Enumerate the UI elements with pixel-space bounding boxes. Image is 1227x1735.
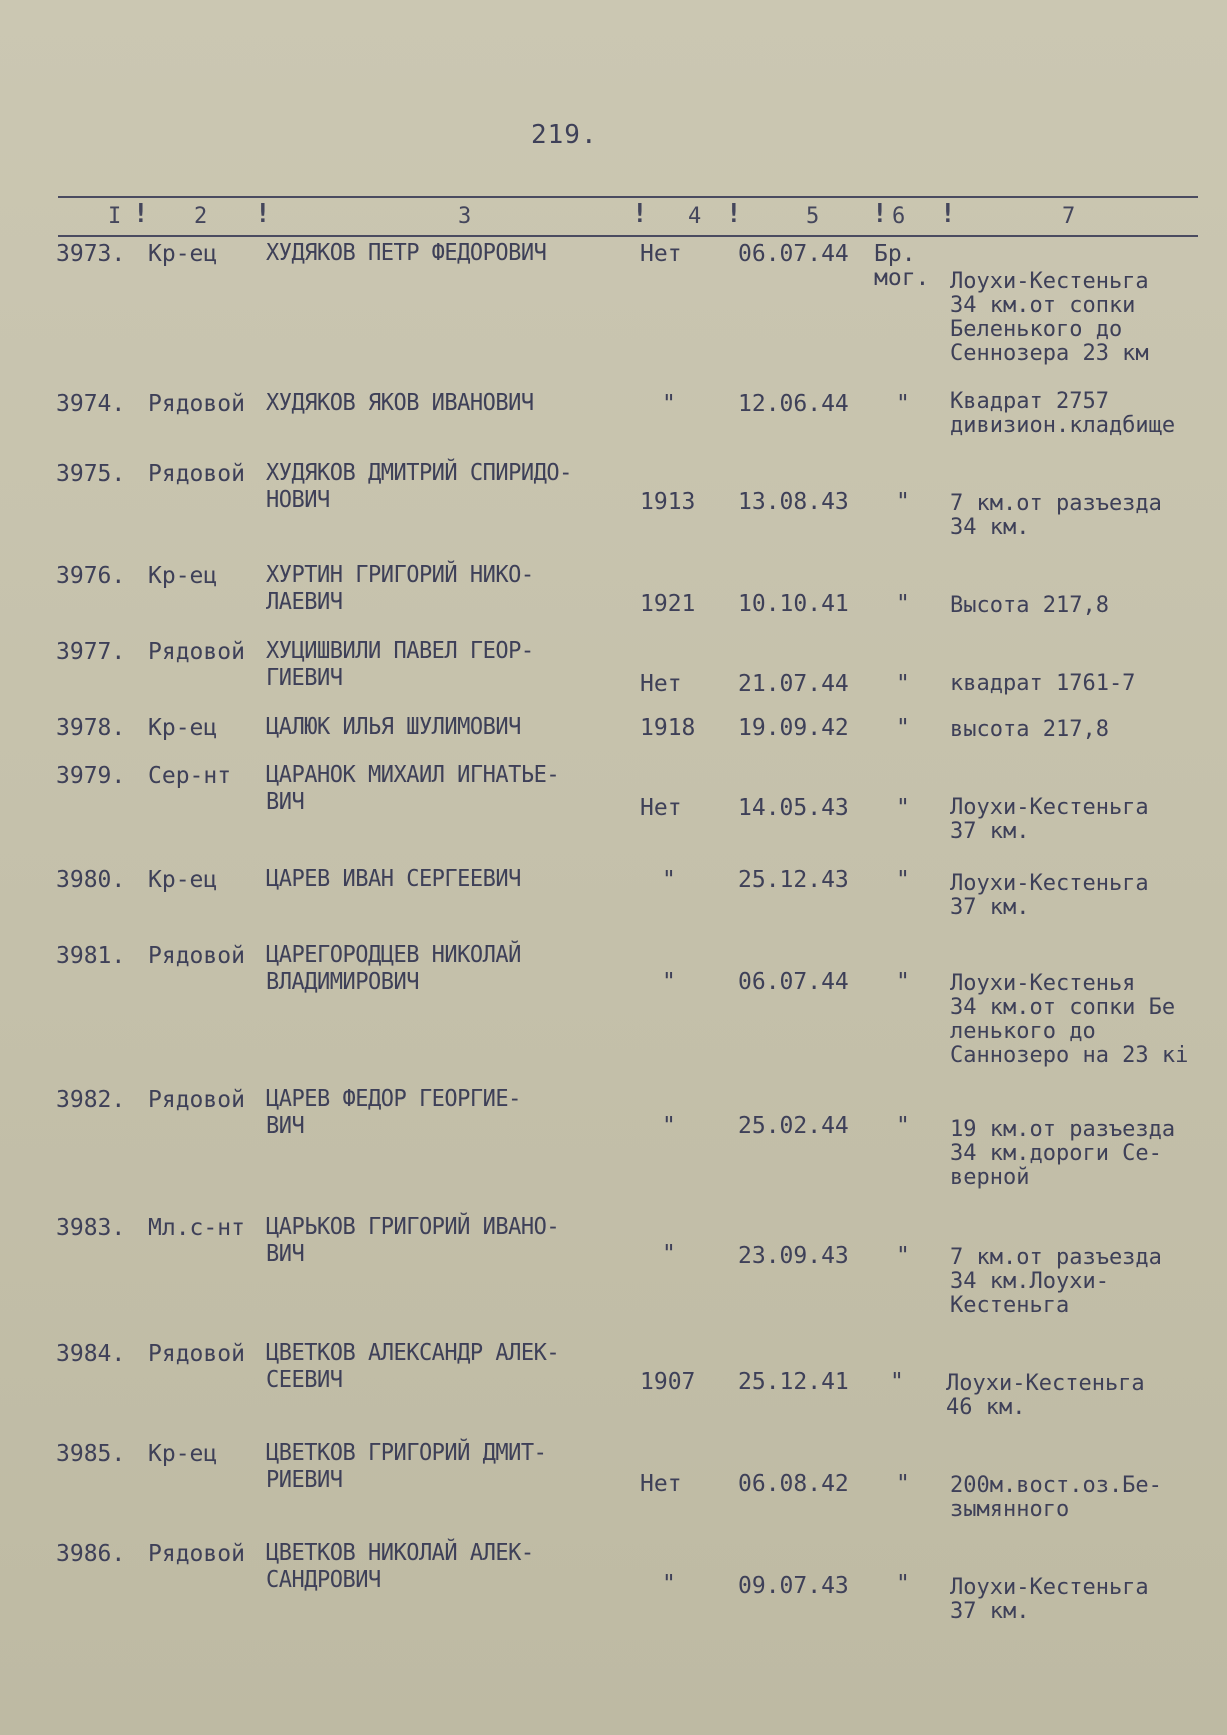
entry-birth-year: " bbox=[662, 1241, 676, 1267]
entry-number: 3980. bbox=[56, 867, 126, 893]
entry-burial-place: Высота 217,8 bbox=[950, 593, 1109, 618]
column-separator: ! bbox=[940, 199, 956, 229]
entry-burial-place: 19 км.от разъезда 34 км.дороги Се- верной bbox=[950, 1117, 1176, 1190]
entry-birth-year: " bbox=[662, 1571, 676, 1597]
entry-name: ХУРТИН ГРИГОРИЙ НИКО- ЛАЕВИЧ bbox=[266, 562, 534, 616]
entry-burial-type: " bbox=[896, 867, 910, 893]
column-header-3: 3 bbox=[458, 204, 472, 229]
column-separator: ! bbox=[726, 199, 742, 229]
entry-burial-place: Лоухи-Кестеньга 46 км. bbox=[946, 1371, 1145, 1420]
entry-number: 3978. bbox=[56, 715, 126, 741]
entry-burial-place: Лоухи-Кестеньга 37 км. bbox=[950, 795, 1149, 844]
entry-death-date: 06.07.44 bbox=[738, 969, 849, 995]
table-row bbox=[0, 762, 1227, 844]
entry-birth-year: " bbox=[662, 1113, 676, 1139]
entry-burial-type: " bbox=[896, 591, 910, 617]
entry-number: 3985. bbox=[56, 1441, 126, 1467]
column-separator: ! bbox=[632, 199, 648, 229]
entry-rank: Рядовой bbox=[148, 391, 245, 417]
entry-number: 3973. bbox=[56, 241, 126, 267]
entry-name: ЦАРАНОК МИХАИЛ ИГНАТЬЕ- ВИЧ bbox=[266, 762, 560, 816]
table-row bbox=[0, 562, 1227, 618]
entry-number: 3981. bbox=[56, 943, 126, 969]
column-header-2: 2 bbox=[194, 204, 208, 229]
entry-birth-year: " bbox=[662, 969, 676, 995]
entry-rank: Рядовой bbox=[148, 1341, 245, 1367]
entry-birth-year: 1918 bbox=[640, 715, 696, 741]
entry-death-date: 06.07.44 bbox=[738, 241, 849, 267]
entry-burial-place: квадрат 1761-7 bbox=[950, 671, 1136, 696]
entry-rank: Кр-ец bbox=[148, 563, 218, 589]
table-row bbox=[0, 460, 1227, 540]
entry-burial-type: " bbox=[896, 969, 910, 995]
entry-burial-type: " bbox=[896, 1571, 910, 1597]
column-header-7: 7 bbox=[1062, 204, 1076, 229]
column-header-6: 6 bbox=[892, 204, 906, 229]
entry-burial-place: Лоухи-Кестеньга 34 км.от сопки Беленького до Сеннозера 23 км bbox=[950, 269, 1149, 366]
entry-death-date: 12.06.44 bbox=[738, 391, 849, 417]
entry-death-date: 25.02.44 bbox=[738, 1113, 849, 1139]
column-header-1: I bbox=[108, 204, 122, 229]
table-row bbox=[0, 1340, 1227, 1420]
entry-birth-year: " bbox=[662, 391, 676, 417]
entry-death-date: 13.08.43 bbox=[738, 489, 849, 515]
entry-birth-year: Нет bbox=[640, 671, 682, 697]
entry-death-date: 19.09.42 bbox=[738, 715, 849, 741]
entry-death-date: 09.07.43 bbox=[738, 1573, 849, 1599]
entry-rank: Рядовой bbox=[148, 943, 245, 969]
entry-rank: Рядовой bbox=[148, 1541, 245, 1567]
entry-burial-type: " bbox=[896, 795, 910, 821]
entry-burial-type: " bbox=[896, 671, 910, 697]
table-row bbox=[0, 1086, 1227, 1190]
table-row bbox=[0, 638, 1227, 697]
entry-rank: Рядовой bbox=[148, 1087, 245, 1113]
entry-burial-place: 7 км.от разъезда 34 км.Лоухи- Кестеньга bbox=[950, 1245, 1162, 1318]
entry-rank: Сер-нт bbox=[148, 763, 232, 789]
entry-burial-type: Бр. мог. bbox=[874, 241, 930, 291]
entry-number: 3982. bbox=[56, 1087, 126, 1113]
entry-birth-year: Нет bbox=[640, 795, 682, 821]
table-row bbox=[0, 942, 1227, 1068]
entry-burial-type: " bbox=[890, 1369, 904, 1395]
column-separator: ! bbox=[872, 199, 888, 229]
entry-rank: Кр-ец bbox=[148, 867, 218, 893]
entry-rank: Рядовой bbox=[148, 639, 245, 665]
entry-death-date: 23.09.43 bbox=[738, 1243, 849, 1269]
entry-name: ЦАРЕВ ИВАН СЕРГЕЕВИЧ bbox=[266, 866, 521, 893]
entry-number: 3979. bbox=[56, 763, 126, 789]
table-row bbox=[0, 1440, 1227, 1522]
entry-name: ЦВЕТКОВ АЛЕКСАНДР АЛЕК- СЕЕВИЧ bbox=[266, 1340, 560, 1394]
entry-name: ЦВЕТКОВ НИКОЛАЙ АЛЕК- САНДРОВИЧ bbox=[266, 1540, 534, 1594]
entry-birth-year: 1907 bbox=[640, 1369, 696, 1395]
entry-burial-type: " bbox=[896, 1471, 910, 1497]
header-rule-bottom bbox=[58, 235, 1198, 237]
column-header-5: 5 bbox=[806, 204, 820, 229]
entry-number: 3984. bbox=[56, 1341, 126, 1367]
column-header-4: 4 bbox=[688, 204, 702, 229]
entry-burial-place: Лоухи-Кестеньга 37 км. bbox=[950, 871, 1149, 920]
entry-birth-year: Нет bbox=[640, 241, 682, 267]
entry-name: ХУДЯКОВ ДМИТРИЙ СПИРИДО- НОВИЧ bbox=[266, 460, 572, 514]
entry-rank: Кр-ец bbox=[148, 241, 218, 267]
entry-death-date: 25.12.43 bbox=[738, 867, 849, 893]
table-row bbox=[0, 389, 1227, 438]
entry-number: 3983. bbox=[56, 1215, 126, 1241]
entry-rank: Рядовой bbox=[148, 461, 245, 487]
entry-rank: Кр-ец bbox=[148, 1441, 218, 1467]
entry-rank: Кр-ец bbox=[148, 715, 218, 741]
entry-name: ЦАРЕГОРОДЦЕВ НИКОЛАЙ ВЛАДИМИРОВИЧ bbox=[266, 942, 521, 996]
entry-name: ХУДЯКОВ ПЕТР ФЕДОРОВИЧ bbox=[266, 240, 547, 267]
entry-birth-year: 1921 bbox=[640, 591, 696, 617]
entry-name: ЦАЛЮК ИЛЬЯ ШУЛИМОВИЧ bbox=[266, 714, 521, 741]
column-separator: ! bbox=[133, 199, 149, 229]
entry-burial-place: Лоухи-Кестенья 34 км.от сопки Бе ленького до Саннозеро на 23 кі bbox=[950, 971, 1189, 1068]
entry-burial-place: 200м.вост.оз.Бе- зымянного bbox=[950, 1473, 1162, 1522]
table-row bbox=[0, 714, 1227, 742]
entry-birth-year: " bbox=[662, 867, 676, 893]
entry-birth-year: 1913 bbox=[640, 489, 696, 515]
entry-burial-type: " bbox=[896, 391, 910, 417]
entry-burial-place: высота 217,8 bbox=[950, 717, 1109, 742]
entry-name: ХУДЯКОВ ЯКОВ ИВАНОВИЧ bbox=[266, 390, 534, 417]
entry-number: 3977. bbox=[56, 639, 126, 665]
entry-number: 3976. bbox=[56, 563, 126, 589]
entry-name: ЦАРЕВ ФЕДОР ГЕОРГИЕ- ВИЧ bbox=[266, 1086, 521, 1140]
entry-burial-place: Лоухи-Кестеньга 37 км. bbox=[950, 1575, 1149, 1624]
entry-death-date: 10.10.41 bbox=[738, 591, 849, 617]
entry-death-date: 14.05.43 bbox=[738, 795, 849, 821]
header-rule-top bbox=[58, 196, 1198, 198]
entry-name: ХУЦИШВИЛИ ПАВЕЛ ГЕОР- ГИЕВИЧ bbox=[266, 638, 534, 692]
page-number: 219. bbox=[531, 120, 598, 150]
entry-number: 3974. bbox=[56, 391, 126, 417]
table-row bbox=[0, 866, 1227, 920]
entry-rank: Мл.с-нт bbox=[148, 1215, 245, 1241]
entry-death-date: 25.12.41 bbox=[738, 1369, 849, 1395]
entry-death-date: 21.07.44 bbox=[738, 671, 849, 697]
entry-number: 3975. bbox=[56, 461, 126, 487]
table-row bbox=[0, 240, 1227, 366]
entry-burial-type: " bbox=[896, 1113, 910, 1139]
entry-burial-place: Квадрат 2757 дивизион.кладбище bbox=[950, 389, 1176, 438]
entry-burial-type: " bbox=[896, 715, 910, 741]
entry-birth-year: Нет bbox=[640, 1471, 682, 1497]
entry-burial-type: " bbox=[896, 489, 910, 515]
entry-burial-type: " bbox=[896, 1243, 910, 1269]
entry-name: ЦАРЬКОВ ГРИГОРИЙ ИВАНО- ВИЧ bbox=[266, 1214, 560, 1268]
table-row bbox=[0, 1540, 1227, 1624]
entry-number: 3986. bbox=[56, 1541, 126, 1567]
table-row bbox=[0, 1214, 1227, 1318]
column-separator: ! bbox=[255, 199, 271, 229]
entry-death-date: 06.08.42 bbox=[738, 1471, 849, 1497]
entry-name: ЦВЕТКОВ ГРИГОРИЙ ДМИТ- РИЕВИЧ bbox=[266, 1440, 547, 1494]
entry-burial-place: 7 км.от разъезда 34 км. bbox=[950, 491, 1162, 540]
